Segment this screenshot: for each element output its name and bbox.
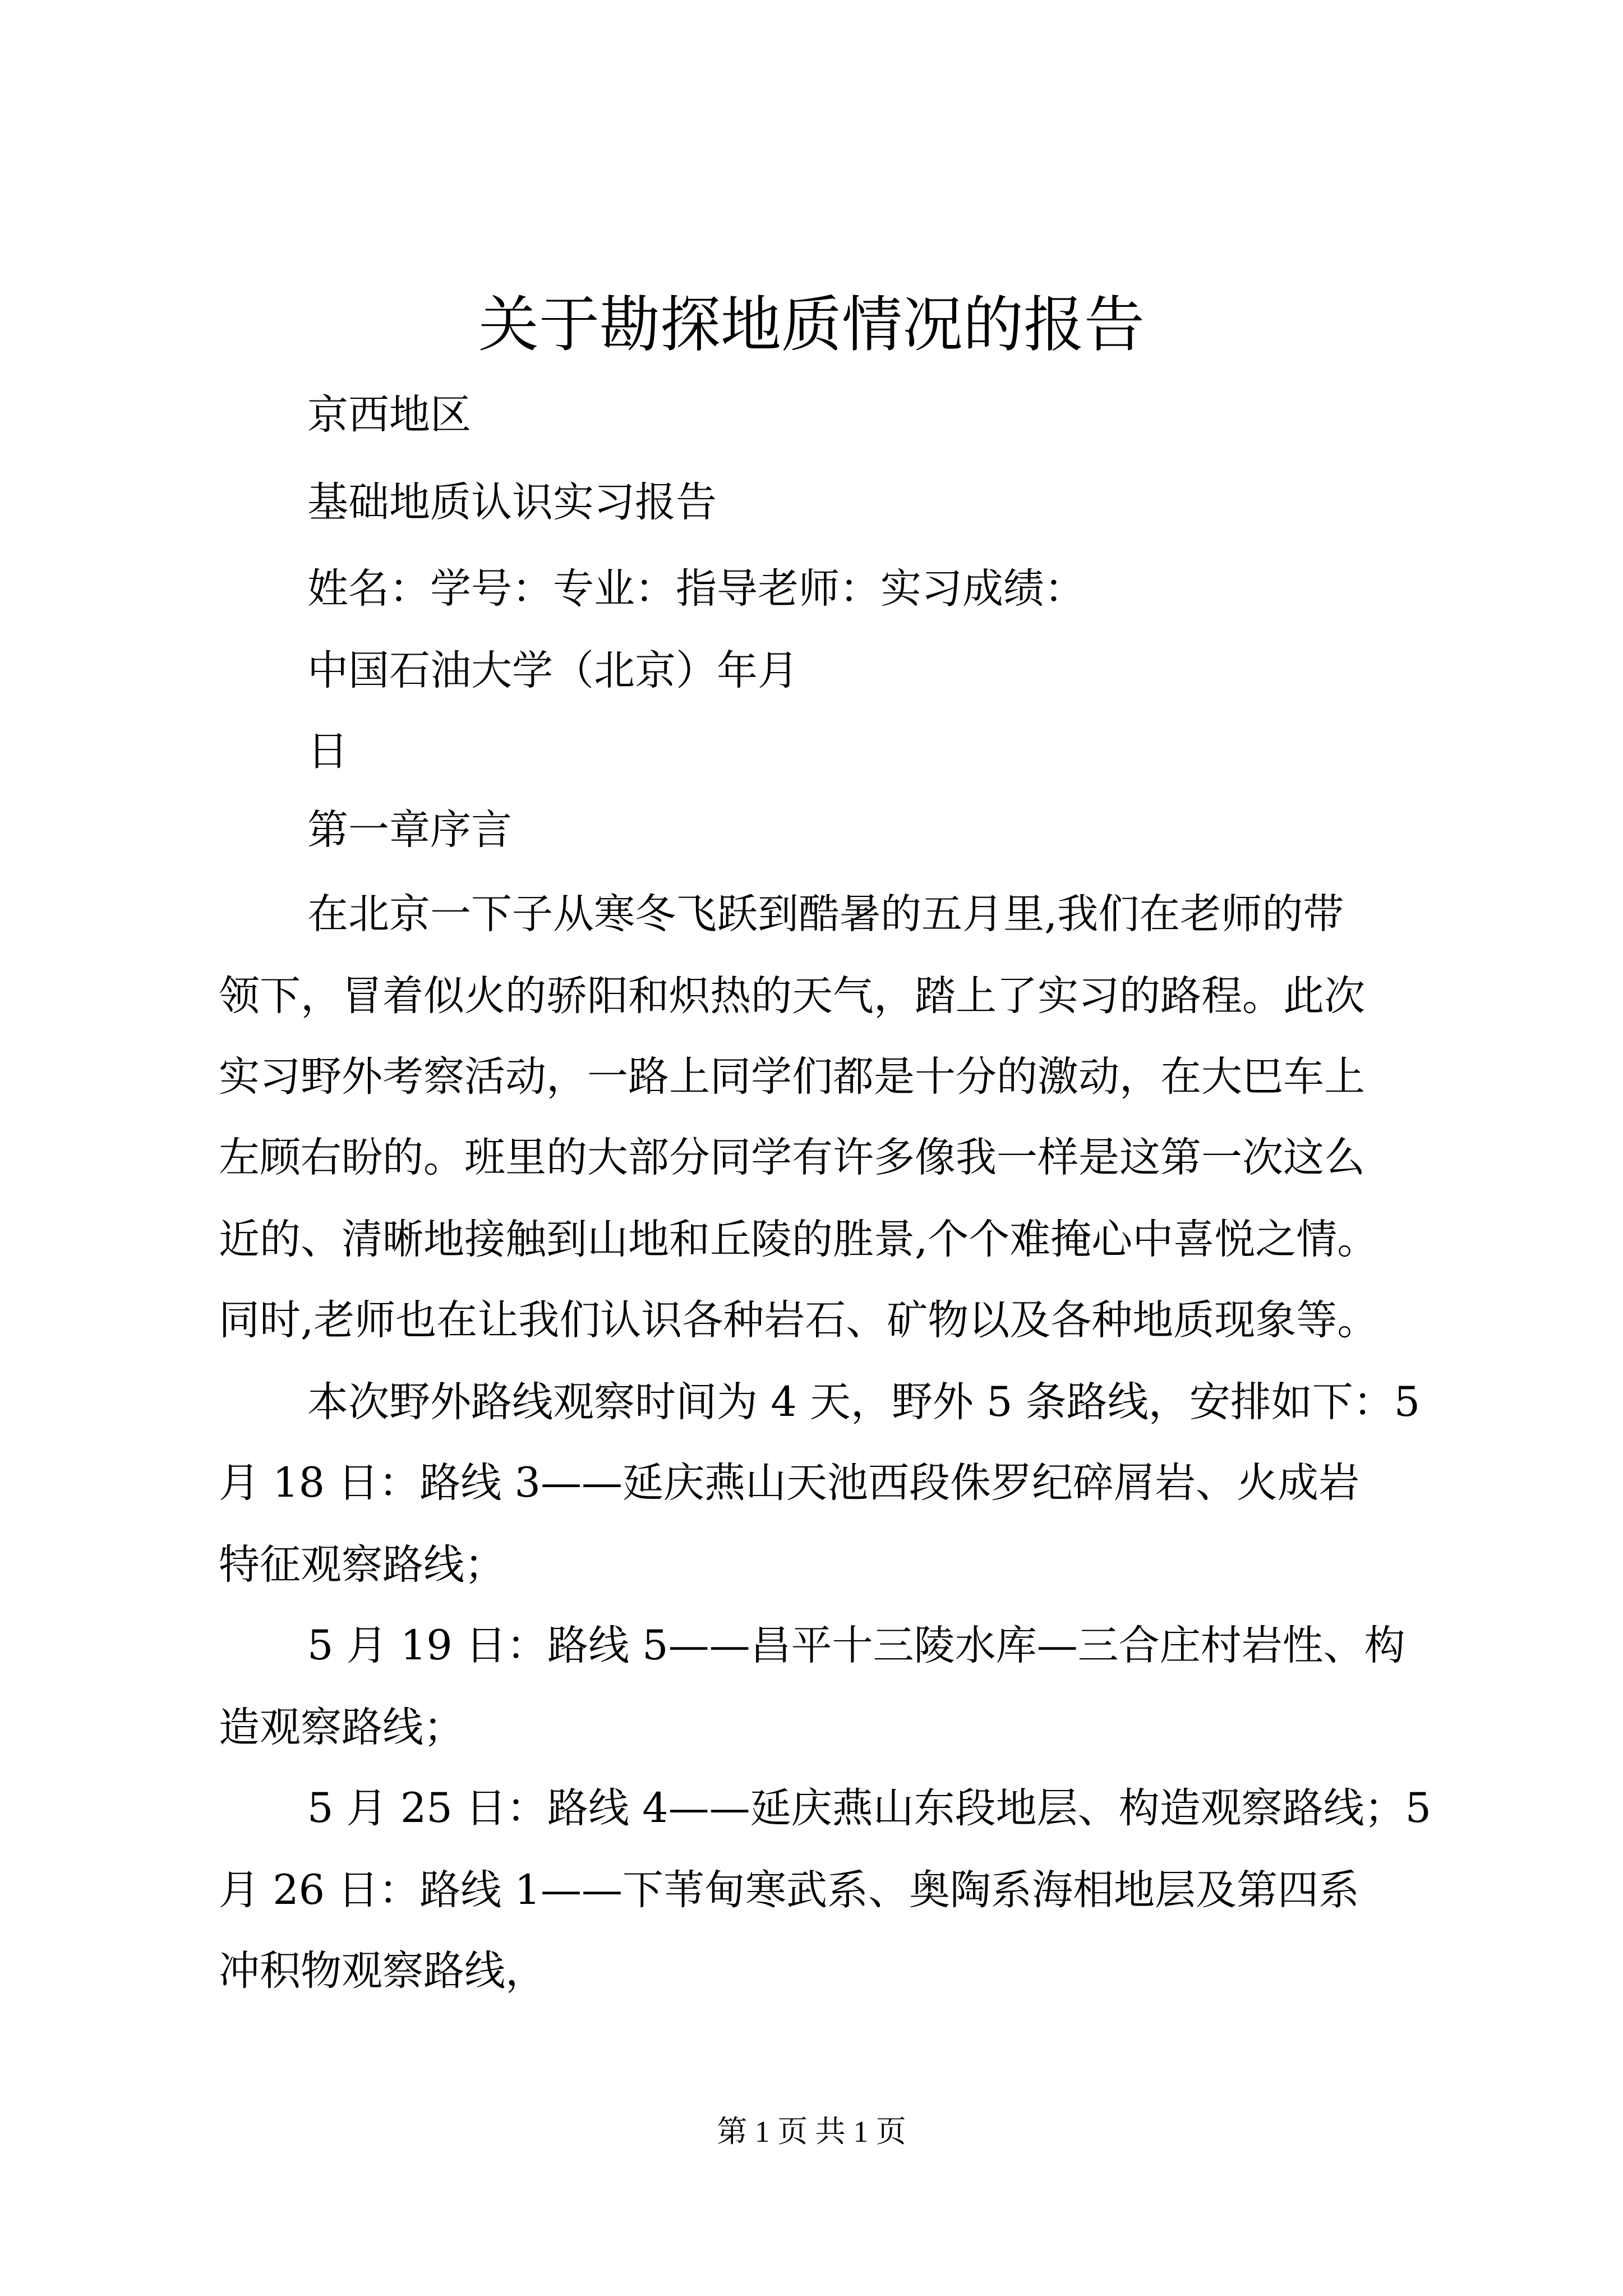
paragraph-line: 近的、清晰地接触到山地和丘陵的胜景,个个难掩心中喜悦之情。 <box>219 1216 1378 1263</box>
document-title: 关于勘探地质情况的报告 <box>478 290 1145 360</box>
paragraph-line: 同时,老师也在让我们认识各种岩石、矿物以及各种地质现象等。 <box>219 1296 1378 1344</box>
text-line-university-date: 中国石油大学（北京）年月 <box>307 647 799 694</box>
paragraph-line: 左顾右盼的。班里的大部分同学有许多像我一样是这第一次这么 <box>219 1134 1365 1181</box>
paragraph-line: 月 26 日：路线 1——下苇甸寒武系、奥陶系海相地层及第四系 <box>219 1866 1359 1914</box>
paragraph-line: 领下，冒着似火的骄阳和炽热的天气，踏上了实习的路程。此次 <box>219 972 1365 1020</box>
paragraph-line: 在北京一下子从寒冬飞跃到酷暑的五月里,我们在老师的带 <box>307 890 1344 938</box>
paragraph-line: 冲积物观察路线， <box>219 1947 546 1995</box>
page-footer: 第 1 页 共 1 页 <box>717 2115 906 2148</box>
paragraph-line: 本次野外路线观察时间为 4 天，野外 5 条路线，安排如下：5 <box>307 1378 1421 1426</box>
text-line-region: 京西地区 <box>307 391 471 439</box>
text-line-report-name: 基础地质认识实习报告 <box>307 478 717 526</box>
paragraph-line: 5 月 19 日：路线 5——昌平十三陵水库—三合庄村岩性、构 <box>307 1622 1405 1669</box>
paragraph-line: 特征观察路线； <box>219 1541 505 1589</box>
paragraph-line: 实习野外考察活动，一路上同学们都是十分的激动，在大巴车上 <box>219 1053 1365 1101</box>
paragraph-line: 造观察路线； <box>219 1704 464 1751</box>
text-line-day: 日 <box>307 728 348 775</box>
chapter-heading: 第一章序言 <box>307 806 512 854</box>
paragraph-line: 5 月 25 日：路线 4——延庆燕山东段地层、构造观察路线；5 <box>307 1784 1432 1832</box>
paragraph-line: 月 18 日：路线 3——延庆燕山天池西段侏罗纪碎屑岩、火成岩 <box>219 1459 1359 1507</box>
text-line-student-info: 姓名：学号：专业：指导老师：实习成绩： <box>307 565 1085 613</box>
